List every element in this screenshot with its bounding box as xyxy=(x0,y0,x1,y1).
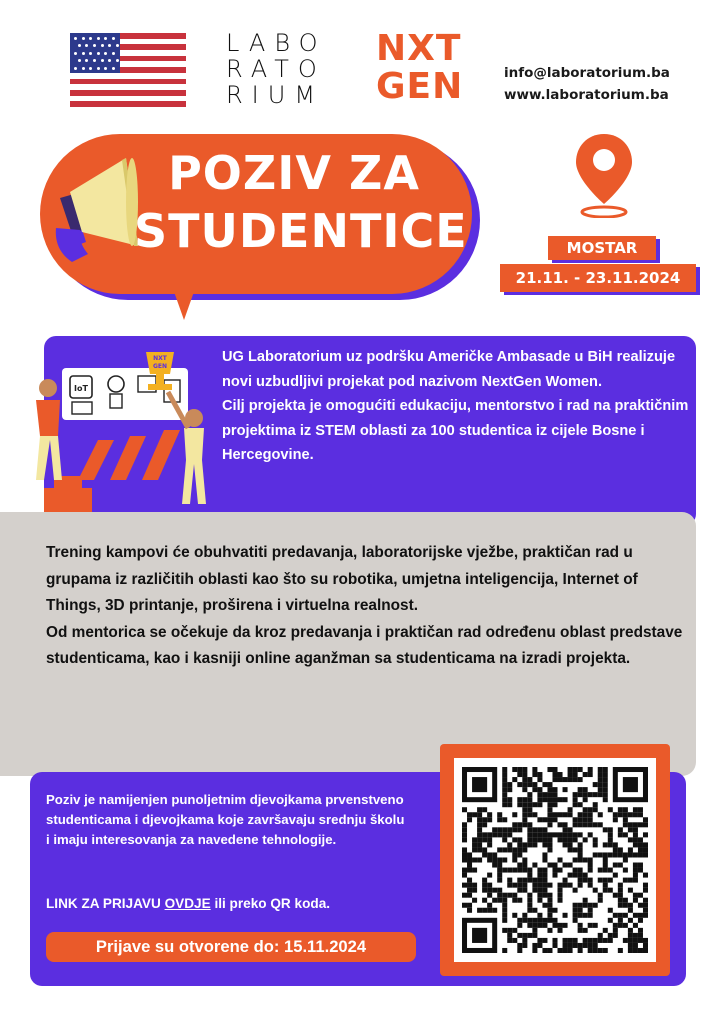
email-link[interactable]: info@laboratorium.ba xyxy=(504,65,670,81)
apply-link-suffix: ili preko QR koda. xyxy=(214,896,331,911)
title-line2: STUDENTICE xyxy=(134,204,468,258)
nextgen-logo-line2: GEN xyxy=(376,66,464,107)
website-link[interactable]: www.laboratorium.ba xyxy=(504,87,669,103)
page-title xyxy=(134,144,468,260)
laboratorium-logo-line1: LABO xyxy=(226,29,327,57)
laboratorium-logo-line3: RIUM xyxy=(226,81,325,109)
screen-iot-label: IoT xyxy=(74,384,88,393)
qr-code-icon[interactable] xyxy=(462,766,648,954)
apply-link-line xyxy=(46,896,330,911)
details-paragraph-2: Od mentorica se očekuje da kroz predavanja i praktičan rad određenu oblast predstave studenticama, kao i kasniji online aganžman sa studenticama na izradi projekta. xyxy=(46,623,683,668)
trophy-label-line1: NXT xyxy=(153,355,167,362)
nextgen-logo xyxy=(376,30,472,110)
laboratorium-logo-line2: RATO xyxy=(226,55,326,83)
intro-paragraph-1: UG Laboratorium uz podršku Američke Ambasade u BiH realizuje novi uzbudljivi projekat pod nazivom NextGen Women. xyxy=(222,349,676,390)
megaphone-icon xyxy=(48,150,138,270)
details-paragraph-1: Trening kampovi će obuhvatiti predavanja, laboratorijske vježbe, praktičan rad u grupama iz različitih oblasti kao što su robotika, umjetna inteligencija, Internet of Things, 3D printanje, proširena i virtuelna realnost. xyxy=(46,544,638,615)
title-bubble-tail xyxy=(172,286,196,320)
event-dates: 21.11. - 23.11.2024 xyxy=(500,264,696,292)
title-line1: POZIV ZA xyxy=(168,146,420,200)
event-city: MOSTAR xyxy=(548,236,656,260)
stem-illustration xyxy=(18,340,228,520)
details-text xyxy=(46,540,696,673)
deadline-badge: Prijave su otvorene do: 15.11.2024 xyxy=(46,932,416,962)
eligibility-text: Poziv je namijenjen punoljetnim djevojkama prvenstveno studenticama i djevojkama koje završavaju srednju školu i imaju interesovanja za navedene tehnologije. xyxy=(46,792,405,847)
location-pin-icon xyxy=(572,132,636,218)
intro-text xyxy=(222,345,692,468)
intro-paragraph-2: Cilj projekta je omogućiti edukaciju, mentorstvo i rad na praktičnim projektima iz STEM oblasti za 100 studentica iz cijele Bosne i Hercegovine. xyxy=(222,398,689,464)
nextgen-logo-line1: NXT xyxy=(376,28,462,69)
us-flag-logo xyxy=(70,33,186,107)
contact-info xyxy=(504,62,670,106)
trophy-label-line2: GEN xyxy=(152,363,168,370)
laboratorium-logo xyxy=(226,30,366,110)
apply-link[interactable]: OVDJE xyxy=(164,896,211,911)
apply-link-prefix: LINK ZA PRIJAVU xyxy=(46,896,161,911)
